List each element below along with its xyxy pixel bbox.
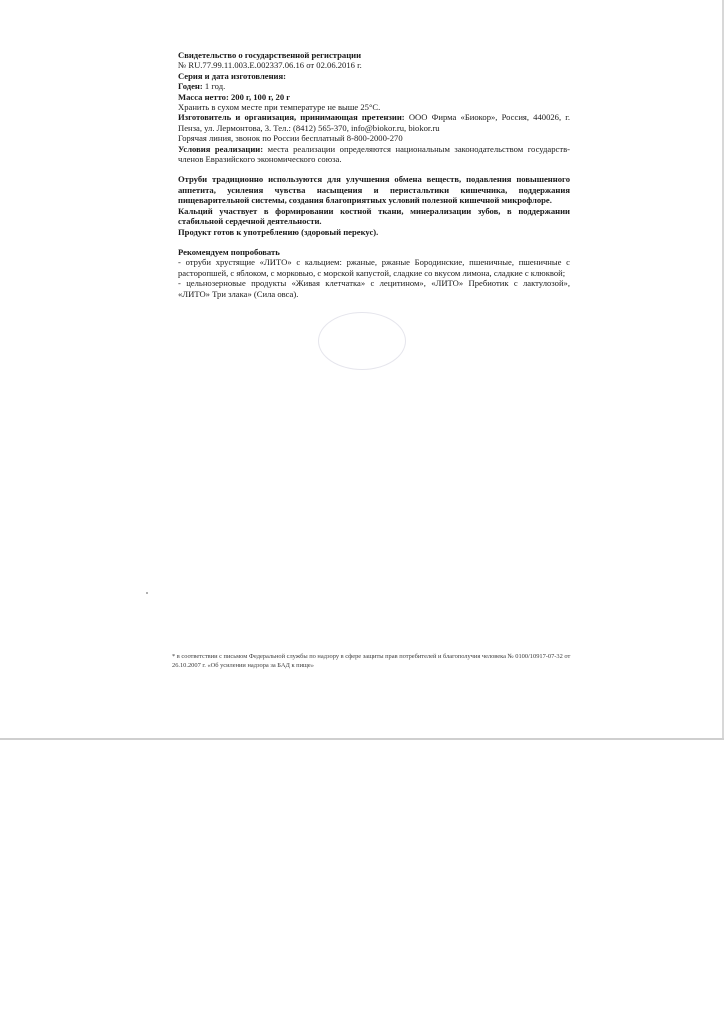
recommend-title: Рекомендуем попробовать [178,246,280,257]
net-mass: Масса нетто: 200 г, 100 г, 20 г [178,91,291,102]
registration-certificate-number: № RU.77.99.11.003.E.002337.06.16 от 02.06.2016 г. [178,60,362,71]
scan-speck [146,592,148,594]
recommend-item-1: - отруби хрустящие «ЛИТО» с кальцием: ржаные, ржаные Бородинские, пшеничные, пшеничные с расторопшей, с яблоком, с морковью, с морской капустой, сладкие со вкусом лимона, сладкие с клюквой; [178,257,570,278]
manufacturer-label: Изготовитель и организация, принимающая претензии: [178,112,405,123]
series-date-label: Серия и дата изготовления: [178,70,286,81]
shelf-life-value: 1 год. [202,81,226,92]
ready-to-eat-note: Продукт готов к употреблению (здоровый перекус). [178,226,379,237]
blank-area [0,740,724,1024]
label-text-block [178,50,570,299]
manufacturer-value: ООО Фирма «Биокор», Россия, 440026, г. Пенза, ул. Лермонтова, 3. Тел.: (8412) 565-370, info@biokor.ru, biokor.ru [178,112,570,133]
shelf-life [178,81,570,91]
registration-certificate-title: Свидетельство о государственной регистрации [178,50,362,60]
sale-conditions-value: места реализации определяются национальным законодательством государств-членов Евразийского экономического союза. [178,143,570,165]
sale-conditions [178,144,570,165]
recommend-item-2: - цельнозерновые продукты «Живая клетчатка» с лецитином», «ЛИТО» Пребиотик с лактулозой», «ЛИТО» Три злака» (Сила овса). [178,278,570,299]
manufacturer [178,112,570,133]
footnote: * в соответствии с письмом Федеральной службы по надзору в сфере защиты прав потребителей и благополучия человека № 0100/10917-07-32 от 26.10.2007 г. «Об усилении надзора за БАД к пище» [172,653,571,670]
hotline: Горячая линия, звонок по России бесплатный 8-800-2000-270 [178,133,403,144]
shelf-life-label: Годен: [178,81,203,92]
storage-conditions: Хранить в сухом месте при температуре не выше 25°С. [178,102,381,113]
faint-stamp-mark [318,312,406,370]
bran-description: Отруби традиционно используются для улучшения обмена веществ, подавления повышенного аппетита, усиления чувства насыщения и перистальтики кишечника, поддержания пищеварительной системы, создания благоприятных условий полезной кишечной микрофлоре. [178,174,570,206]
calcium-description: Кальций участвует в формировании костной ткани, минерализации зубов, в поддержании стабильной сердечной деятельности. [178,205,570,227]
sale-conditions-label: Условия реализации: [178,143,264,154]
